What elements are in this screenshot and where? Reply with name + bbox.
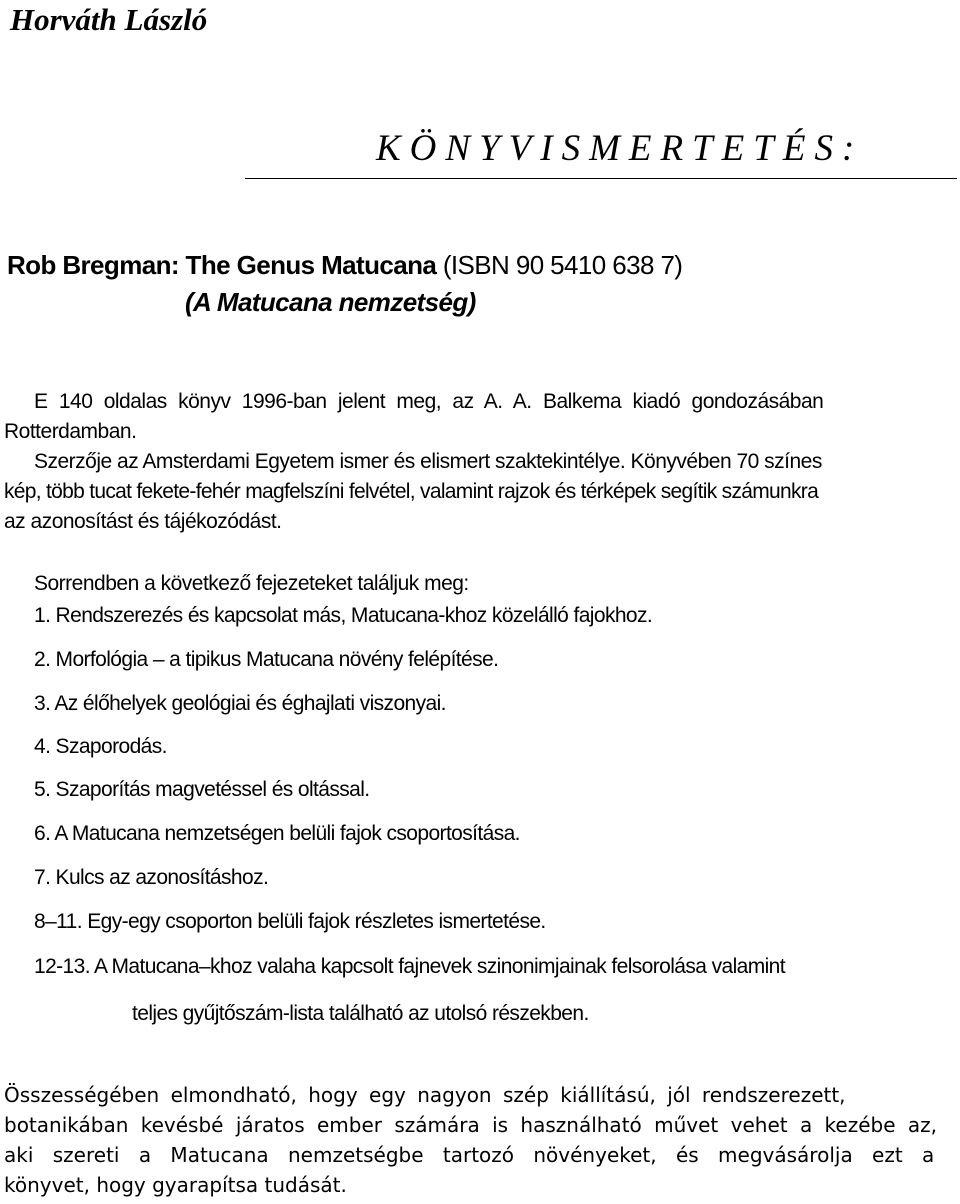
chapter-item: 5. Szaporítás magvetéssel és oltással. (34, 778, 370, 801)
book-subtitle: (A Matucana nemzetség) (185, 287, 476, 317)
review-heading: KÖNYVISMERTETÉS: (376, 128, 864, 169)
chapter-item: 7. Kulcs az azonosításhoz. (34, 866, 269, 889)
chapters-intro: Sorrendben a következő fejezeteket találjuk meg: (34, 572, 469, 595)
closing-line: könyvet, hogy gyarapítsa tudását. (4, 1173, 347, 1197)
chapter-item: 2. Morfológia – a tipikus Matucana növény felépítése. (34, 648, 499, 671)
chapter-item-continuation: teljes gyűjtőszám-lista található az utolsó részekben. (132, 1002, 589, 1025)
intro-line: Rotterdamban. (4, 420, 137, 443)
intro-line: Szerzője az Amsterdami Egyetem ismer és elismert szaktekintélye. Könyvében 70 színes (34, 450, 822, 473)
intro-line: az azonosítást és tájékozódást. (4, 510, 282, 533)
closing-line: Összességében elmondható, hogy egy nagyon szép kiállítású, jól rendszerezett, (4, 1083, 846, 1107)
closing-line: aki szereti a Matucana nemzetségbe tartozó növényeket, és megvásárolja ezt a (4, 1143, 935, 1167)
intro-line: kép, több tucat fekete-fehér magfelszíni felvétel, valamint rajzok és térképek segítik számunkra (4, 480, 819, 503)
chapter-item: 8–11. Egy-egy csoporton belüli fajok részletes ismertetése. (34, 910, 546, 933)
book-isbn: (ISBN 90 5410 638 7) (436, 250, 683, 280)
chapter-item: 1. Rendszerezés és kapcsolat más, Matucana-khoz közelálló fajokhoz. (34, 604, 653, 627)
heading-rule (245, 178, 957, 179)
chapter-item: 12-13. A Matucana–khoz valaha kapcsolt fajnevek szinonimjainak felsorolása valamint (34, 955, 785, 978)
chapter-item: 4. Szaporodás. (34, 735, 167, 758)
chapter-item: 6. A Matucana nemzetségen belüli fajok csoportosítása. (34, 822, 520, 845)
book-title-main: Rob Bregman: The Genus Matucana (7, 250, 437, 280)
book-title (7, 250, 682, 281)
intro-line: E 140 oldalas könyv 1996-ban jelent meg, az A. A. Balkema kiadó gondozásában (34, 390, 824, 413)
closing-line: botanikában kevésbé járatos ember számára is használható művet vehet a kezébe az, (4, 1113, 938, 1137)
author-name: Horváth László (10, 2, 208, 37)
chapter-item: 3. Az élőhelyek geológiai és éghajlati viszonyai. (34, 692, 446, 715)
